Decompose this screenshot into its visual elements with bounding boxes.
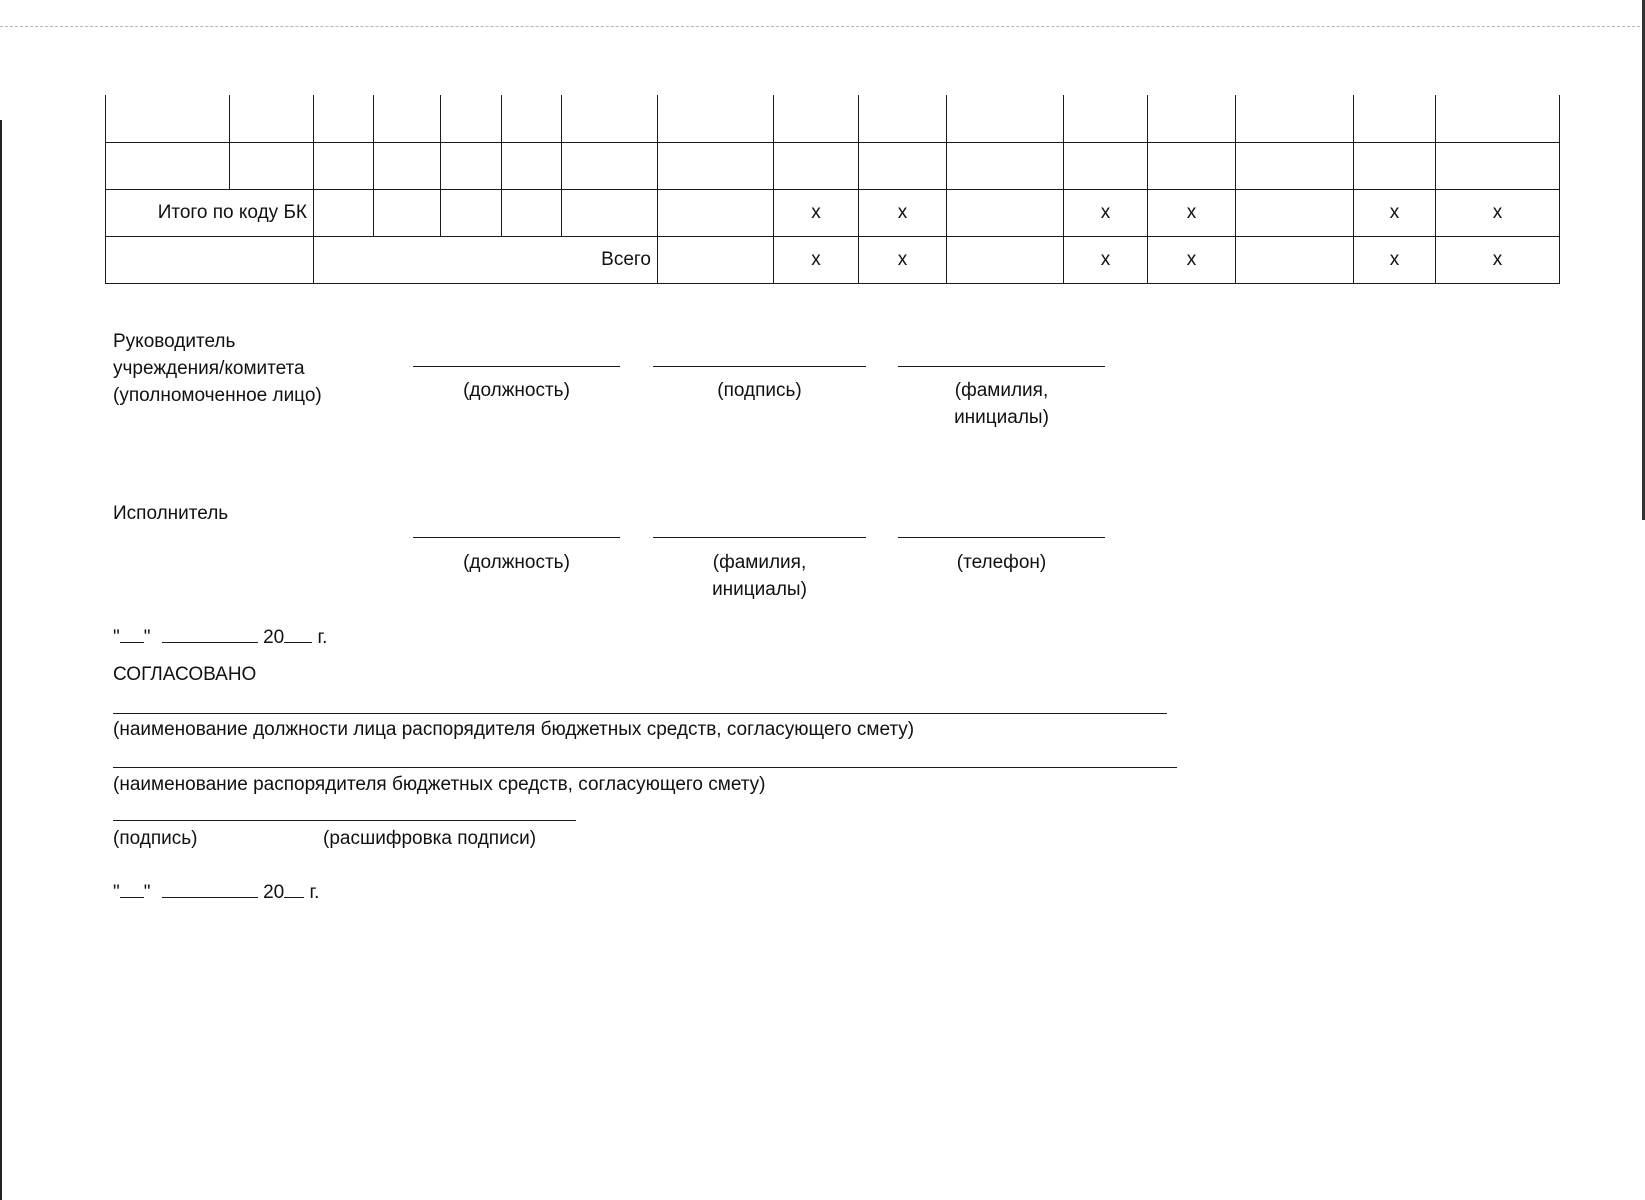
table-cell [947,95,1064,142]
table-cell [859,95,947,142]
table-cell [947,189,1064,236]
cross-mark: x [774,189,859,236]
executor-role-label: Исполнитель [113,503,229,524]
executor-phone-caption: (телефон) [956,552,1047,573]
head-name-line[interactable] [898,366,1105,367]
table-cell [859,142,947,189]
table-cell [562,95,658,142]
table-cell [374,189,441,236]
table-cell [1064,142,1148,189]
date-line: " " 20 г. [113,624,327,651]
approval-position-caption: (наименование должности лица распорядителя бюджетных средств, согласующего смету) [113,719,915,740]
scan-edge-left [0,120,2,1200]
grand-total-row [106,236,1560,283]
approval-manager-line[interactable] [113,767,1177,768]
table-cell [658,142,774,189]
approval-signature-caption: (подпись) [113,828,198,849]
head-position-caption: (должность) [463,380,570,401]
table-cell [374,95,441,142]
day-blank[interactable] [120,624,144,643]
table-cell [502,189,562,236]
table-cell [374,142,441,189]
table-cell [947,142,1064,189]
executor-position-caption: (должность) [463,552,570,573]
cross-mark: x [1436,189,1560,236]
cross-mark: x [1436,236,1560,283]
table-cell [1236,189,1354,236]
year-blank[interactable] [284,879,304,898]
table-cell [562,142,658,189]
cross-mark: x [774,236,859,283]
table-cell [1236,142,1354,189]
table-cell [314,95,374,142]
table-cell [658,189,774,236]
cross-mark: x [1148,189,1236,236]
cross-mark: x [859,189,947,236]
head-position-line[interactable] [413,366,620,367]
table-cell [774,95,859,142]
table-cell [314,189,374,236]
executor-position-line[interactable] [413,537,620,538]
cross-mark: x [1064,236,1148,283]
table-cell [1354,95,1436,142]
table-cell [947,236,1064,283]
head-signature-caption: (подпись) [717,380,802,401]
approval-decoding-caption: (расшифровка подписи) [323,828,537,849]
month-blank[interactable] [162,624,258,643]
table-row [106,142,1560,189]
cross-mark: x [1354,189,1436,236]
executor-name-caption: (фамилия, инициалы) [712,552,807,600]
table-cell [658,236,774,283]
table-cell [562,189,658,236]
table-cell [230,95,314,142]
table-row [106,95,1560,142]
estimate-table [105,95,1560,284]
head-role-label: Руководитель учреждения/комитета (уполномоченное лицо) [113,331,322,406]
table-cell [314,142,374,189]
cross-mark: x [1064,189,1148,236]
scan-edge-top [0,26,1645,27]
table-cell [106,142,230,189]
table-cell [106,236,314,283]
table-cell [1236,236,1354,283]
cross-mark: x [859,236,947,283]
approval-position-line[interactable] [113,713,1167,714]
table-cell [502,142,562,189]
table-cell [106,95,230,142]
day-blank[interactable] [120,879,144,898]
year-blank[interactable] [284,624,312,643]
cross-mark: x [1148,236,1236,283]
table-cell [1236,95,1354,142]
table-cell [1436,142,1560,189]
cross-mark: x [1354,236,1436,283]
totals-by-code-label: Итого по коду БК [106,189,314,236]
table-cell [502,95,562,142]
approval-title: СОГЛАСОВАНО [113,664,257,685]
approval-signature-line[interactable] [113,820,576,821]
table-cell [1148,142,1236,189]
head-signature-line[interactable] [653,366,866,367]
table-cell [1436,95,1560,142]
table-cell [1354,142,1436,189]
executor-name-line[interactable] [653,537,866,538]
approval-date-line: " " 20 г. [113,879,319,906]
table-cell [774,142,859,189]
executor-phone-line[interactable] [898,537,1105,538]
grand-total-label: Всего [314,236,658,283]
month-blank[interactable] [162,879,258,898]
approval-manager-caption: (наименование распорядителя бюджетных средств, согласующего смету) [113,774,766,795]
table-cell [1148,95,1236,142]
totals-by-code-row [106,189,1560,236]
table-cell [441,189,502,236]
head-name-caption: (фамилия, инициалы) [954,380,1049,428]
table-cell [658,95,774,142]
table-cell [441,142,502,189]
table-cell [230,142,314,189]
table-cell [441,95,502,142]
table-cell [1064,95,1148,142]
